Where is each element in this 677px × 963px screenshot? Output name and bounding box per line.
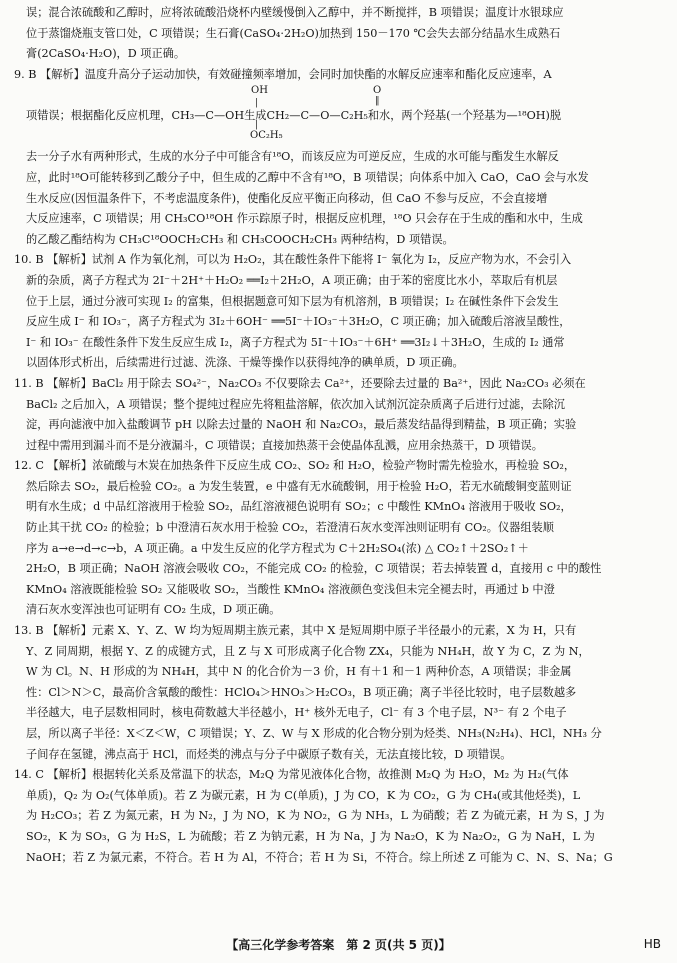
text-line: 膏(2CaSO₄·H₂O)，D 项正确。	[26, 47, 186, 61]
question-11	[14, 374, 662, 456]
text-line: 大反应速率，C 项错误；用 CH₃CO¹⁸OH 作示踪原子时，根据反应机理，¹⁸O 只会存在于生成的酯和水中，生成	[26, 212, 583, 226]
question-12	[14, 456, 662, 621]
double-bond-mark: ‖	[375, 96, 380, 107]
text-line: W 为 Cl。N、H 形成的为 NH₄H，其中 N 的化合价为－3 价，H 有＋1 和－1 两种价态，A 项错误；非金属	[26, 665, 572, 679]
text-line: 单质)，Q₂ 为 O₂(气体单质)。若 Z 为碳元素，H 为 C(单质)，J 为 CO，K 为 CO₂，G 为 CH₄(或其他烃类)，L	[26, 788, 581, 802]
bond-mark: |	[255, 120, 259, 131]
text-line: 淀，再向滤液中加入盐酸调节 pH 以除去过量的 NaOH 和 Na₂CO₃，最后蒸发结晶得到精盐，B 项正确；实验	[26, 418, 577, 432]
text-line: Y、Z 同周期，根据 Y、Z 的成键方式，且 Z 与 X 可形成离子化合物 ZX₄，只能为 NH₄H，故 Y 为 C，Z 为 N，	[26, 644, 590, 658]
formula-line: 项错误；根据酯化反应机理，CH₃—C—OH生成CH₂—C—O—C₂H₅和水，两个羟基(一个羟基为—¹⁸OH)脱	[26, 109, 562, 123]
text-line: NaOH；若 Z 为氯元素，不符合。若 H 为 Al，不符合；若 H 为 Si，不符合。综上所述 Z 可能为 C、N、S、Na；G	[26, 850, 613, 864]
text-line: 位于上层，通过分液可实现 I₂ 的富集，但根据题意可知下层为有机溶剂，B 项错误；I₂ 在碱性条件下会发生	[26, 294, 559, 308]
text-line: 过程中需用到漏斗而不是分液漏斗，C 项错误；直接加热蒸干会使晶体乱溅，应用余热蒸干，D 项错误。	[26, 438, 543, 452]
text-line: KMnO₄ 溶液既能检验 SO₂ 又能吸收 SO₂，当酸性 KMnO₄ 溶液颜色变浅但未完全褪去时，再通过 b 中澄	[26, 582, 555, 596]
text-line: 12. C 【解析】浓硫酸与木炭在加热条件下反应生成 CO₂、SO₂ 和 H₂O，检验产物时需先检验水，再检验 SO₂，	[14, 459, 576, 473]
text-line: 13. B 【解析】元素 X、Y、Z、W 均为短周期主族元素，其中 X 是短周期中原子半径最小的元素，X 为 H，只有	[14, 624, 577, 638]
formula-oc2h5-label: OC₂H₅	[250, 130, 283, 142]
text-line: 反应生成 I⁻ 和 IO₃⁻，离子方程式为 3I₂＋6OH⁻ ══5I⁻＋IO₃⁻＋3H₂O，C 项正确；加入硫酸后溶液呈酸性，	[26, 315, 571, 329]
text-line: 性：Cl＞N＞C，最高价含氧酸的酸性：HClO₄＞HNO₃＞H₂CO₃，B 项正确；离子半径比较时，电子层数越多	[26, 685, 577, 699]
text-line: I⁻ 和 IO₃⁻ 在酸性条件下发生反应生成 I₂，离子方程式为 5I⁻＋IO₃⁻＋6H⁺ ══3I₂↓＋3H₂O，生成的 I₂ 通常	[26, 335, 565, 349]
footer-edition-tag: HB	[643, 937, 661, 951]
text-line: 生水反应(因恒温条件下，不考虑温度条件)，使酯化反应平衡正向移动，但 CaO 不参与反应，不会直接增	[26, 191, 548, 205]
text-line: 为 H₂CO₃；若 Z 为氮元素，H 为 N₂，J 为 NO，K 为 NO₂，G 为 NH₃，L 为硝酸；若 Z 为硫元素，H 为 S，J 为	[26, 809, 605, 823]
structural-formula	[14, 85, 662, 147]
question-13	[14, 621, 662, 765]
text-line: 子间存在氢键，沸点高于 HCl，而烃类的沸点与分子中碳原子数有关，无法直接比较，D 项错误。	[26, 747, 512, 761]
text-line: 清石灰水变浑浊也可证明有 CO₂ 生成，D 项正确。	[26, 603, 281, 617]
text-line: 应，此时¹⁸O可能转移到乙酸分子中，但生成的乙醇中不含有¹⁸O，B 项错误；向体系中加入 CaO，CaO 会与水发	[26, 170, 589, 184]
text-line: 半径越大，电子层数相同时，核电荷数越大半径越小，H⁺ 核外无电子，Cl⁻ 有 3 个电子层，N³⁻ 有 2 个电子	[26, 706, 567, 720]
text-line: 11. B 【解析】BaCl₂ 用于除去 SO₄²⁻，Na₂CO₃ 不仅要除去 Ca²⁺，还要除去过量的 Ba²⁺，因此 Na₂CO₃ 必须在	[14, 376, 586, 390]
text-line: 序为 a→e→d→c→b，A 项正确。a 中发生反应的化学方程式为 C＋2H₂SO₄(浓) △ CO₂↑＋2SO₂↑＋	[26, 541, 529, 555]
text-line: 然后除去 SO₂，最后检验 CO₂。a 为发生装置，e 中盛有无水硫酸铜，用于检验 H₂O，若无水硫酸铜变蓝则证	[26, 479, 572, 493]
answer-content	[14, 3, 662, 868]
page-footer: 【高三化学参考答案 第 2 页(共 5 页)】	[226, 938, 451, 952]
text-line: 误；混合浓硫酸和乙醇时，应将浓硫酸沿烧杯内壁缓慢倒入乙醇中，并不断搅拌，B 项错误；温度计水银球应	[26, 6, 564, 19]
question-14	[14, 765, 662, 868]
text-line: BaCl₂ 之后加入，A 项错误；整个提纯过程应先将粗盐溶解，依次加入试剂沉淀杂质离子后进行过滤，去除沉	[26, 397, 565, 411]
text-line: 的乙酸乙酯结构为 CH₃C¹⁸OOCH₂CH₃ 和 CH₃COOCH₂CH₃ 两种结构，D 项错误。	[26, 232, 454, 246]
text-line: 2H₂O，B 项正确；NaOH 溶液会吸收 CO₂，不能完成 CO₂ 的检验，C 项错误；若去掉装置 d，直接用 c 中的酸性	[26, 562, 602, 576]
continuation-block	[14, 3, 662, 65]
text-line: 以固体形式析出，后续需进行过滤、洗涤、干燥等操作以获得纯净的碘单质，D 项正确。	[26, 356, 464, 370]
text-line: 明有水生成；d 中品红溶液用于检验 SO₂，品红溶液褪色说明有 SO₂；c 中酸性 KMnO₄ 溶液用于吸收 SO₂，	[26, 500, 572, 514]
text-line: 9. B 【解析】温度升高分子运动加快，有效碰撞频率增加，会同时加快酯的水解反应速率和酯化反应速率，A	[14, 67, 552, 81]
formula-o-label: O	[373, 85, 382, 97]
text-line: 10. B 【解析】试剂 A 作为氧化剂，可以为 H₂O₂，其在酸性条件下能将 I⁻ 氧化为 I₂，反应产物为水，不会引入	[14, 253, 572, 267]
bond-mark: |	[255, 98, 259, 109]
question-10	[14, 250, 662, 374]
text-line: 14. C 【解析】根据转化关系及常温下的状态，M₂Q 为常见液体化合物，故推测 M₂Q 为 H₂O，M₂ 为 H₂(气体	[14, 768, 569, 782]
text-line: 层，所以离子半径：X＜Z＜W，C 项错误；Y、Z、W 与 X 形成的化合物分别为烃类、NH₃(N₂H₄)、HCl，NH₃ 分	[26, 727, 602, 740]
text-line: 去一分子水有两种形式，生成的水分子中可能含有¹⁸O，而该反应为可逆反应，生成的水可能与酯发生水解反	[26, 150, 559, 164]
text-line: 新的杂质，离子方程式为 2I⁻＋2H⁺＋H₂O₂ ══I₂＋2H₂O，A 项正确；由于苯的密度比水小，萃取后有机层	[26, 273, 558, 287]
text-line: SO₂，K 为 SO₃，G 为 H₂S，L 为硫酸；若 Z 为钠元素，H 为 Na，J 为 Na₂O，K 为 Na₂O₂，G 为 NaH，L 为	[26, 829, 595, 843]
text-line: 防止其干扰 CO₂ 的检验；b 中澄清石灰水用于检验 CO₂，若澄清石灰水变浑浊则证明有 CO₂。仪器组装顺	[26, 521, 554, 535]
formula-oh-label: OH	[251, 85, 268, 97]
question-9	[14, 65, 662, 251]
text-line: 位于蒸馏烧瓶支管口处，C 项错误；生石膏(CaSO₄·2H₂O)加热到 150－170 ℃会失去部分结晶水生成熟石	[26, 26, 561, 40]
